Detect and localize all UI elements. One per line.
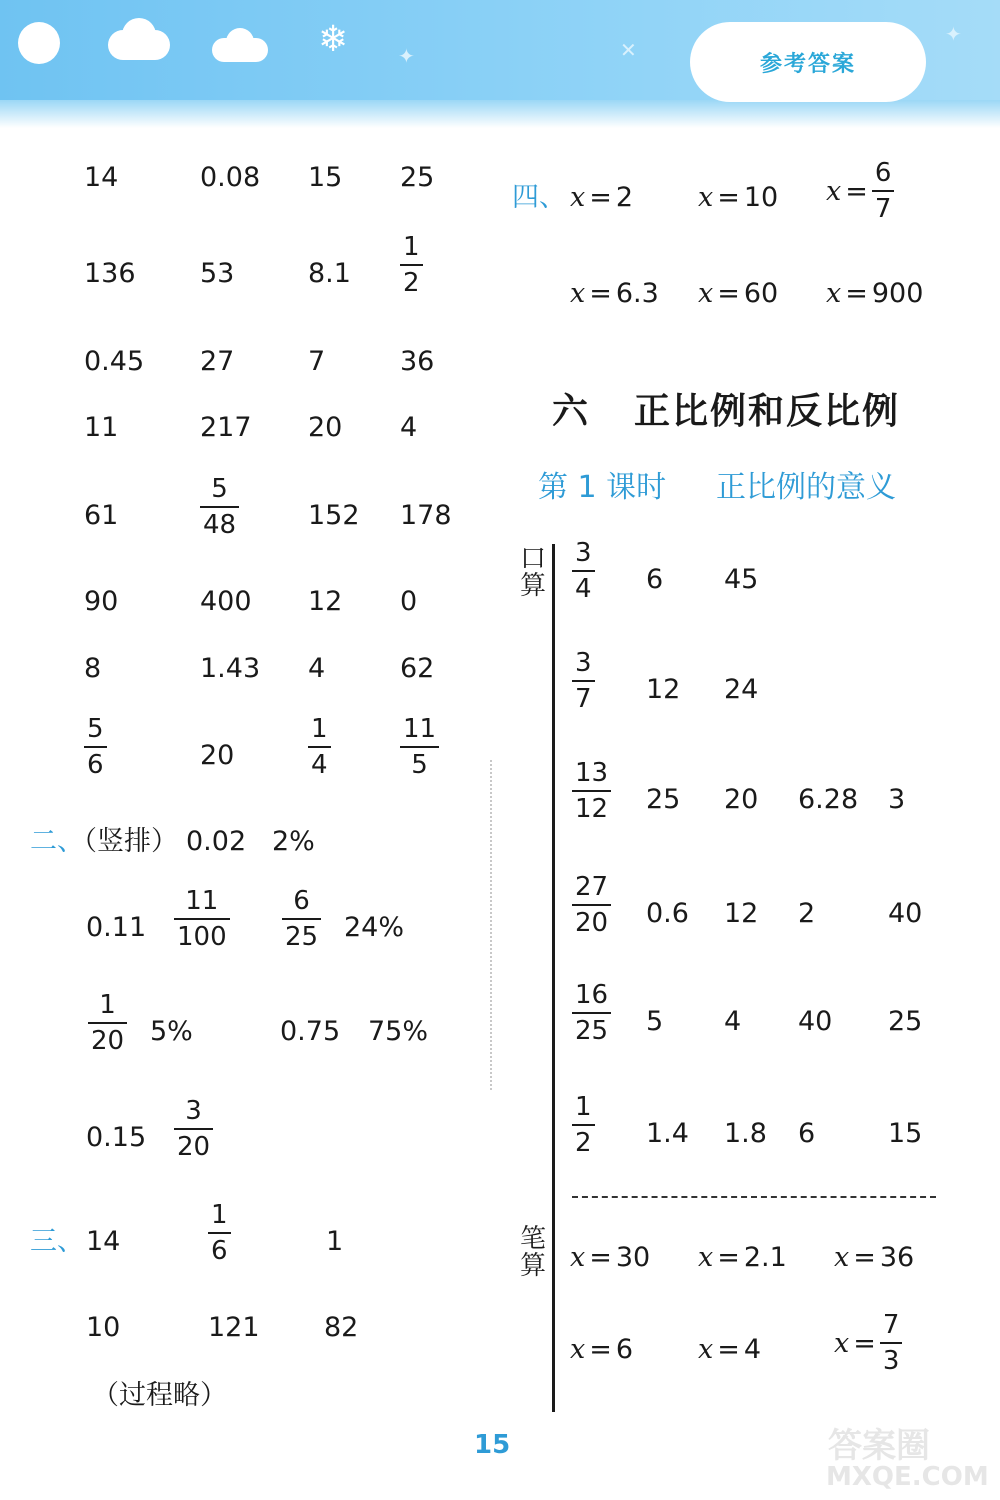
section-2-label: 二、: [30, 826, 84, 857]
fraction-answer: [872, 160, 895, 222]
sun-icon: [18, 22, 60, 64]
answer-value: 1.4: [646, 1118, 689, 1149]
answer-value: 217: [200, 412, 252, 443]
fraction-denominator: 4: [311, 750, 328, 780]
fraction-denominator: 20: [177, 1132, 211, 1162]
fraction-denominator: 2: [575, 1128, 592, 1158]
variable-x: x: [826, 175, 842, 207]
equals-sign: =: [717, 1242, 740, 1273]
answer-value: 53: [200, 258, 235, 289]
fraction-answer: [880, 1312, 903, 1374]
snowflake-icon: ❄: [318, 19, 349, 60]
equation-value: 6: [615, 1334, 634, 1365]
cloud-icon: [226, 28, 254, 56]
equation-answer: [826, 160, 894, 222]
answer-key-badge: [690, 22, 926, 102]
header-banner-fade: [0, 100, 1000, 128]
equation-value: 2: [615, 182, 634, 213]
answer-value: 25: [400, 162, 435, 193]
answer-value: 0.15: [86, 1122, 147, 1153]
fraction-numerator: 1: [211, 1200, 228, 1230]
answer-value: 178: [400, 500, 452, 531]
equals-sign: =: [589, 1334, 612, 1365]
chapter-number: 六: [552, 391, 591, 432]
answer-value: 0.11: [86, 912, 147, 943]
written-calc-label: [518, 1226, 548, 1281]
equation-value: 900: [871, 278, 924, 309]
answer-value: 10: [86, 1312, 121, 1343]
answer-value: 0: [400, 586, 418, 617]
fraction-answer: [572, 540, 595, 602]
answer-value: 25: [888, 1006, 923, 1037]
fraction-numerator: 1: [403, 232, 420, 262]
lesson-number: 第 1 课时: [538, 470, 667, 505]
answer-value: 62: [400, 653, 435, 684]
fraction-answer: [174, 888, 230, 950]
variable-x: x: [826, 278, 842, 309]
fraction-answer: [174, 1098, 213, 1160]
watermark-site: MXQE.COM: [826, 1462, 989, 1492]
equals-sign: =: [845, 175, 868, 207]
answer-value: 0.08: [200, 162, 261, 193]
answer-key-label: 参考答案: [759, 51, 856, 77]
fraction-denominator: 5: [411, 750, 428, 780]
fraction-denominator: 48: [203, 510, 237, 540]
fraction-denominator: 20: [91, 1026, 125, 1056]
fraction-numerator: 7: [882, 1310, 900, 1340]
answer-value: 24: [724, 674, 759, 705]
variable-x: x: [834, 1327, 850, 1359]
equation-answer: [834, 1312, 902, 1374]
fraction-answer: [208, 1202, 231, 1264]
bracket-line: [552, 544, 555, 1412]
answer-value: 0.02: [186, 826, 247, 857]
sparkle-icon: ✕: [620, 38, 637, 62]
fraction-numerator: 1: [311, 714, 328, 744]
equation-answer: [698, 1244, 787, 1271]
equation-answer: [570, 1244, 650, 1271]
answer-value: 4: [400, 412, 418, 443]
answer-value: 82: [324, 1312, 359, 1343]
equation-value: 60: [743, 278, 779, 309]
answer-value: 40: [888, 898, 923, 929]
answer-value: 75%: [368, 1016, 429, 1047]
fraction-answer: [572, 650, 595, 712]
lesson-title: 正比例的意义: [716, 470, 896, 505]
variable-x: x: [570, 278, 586, 309]
equals-sign: =: [589, 1242, 612, 1273]
watermark-logo: 答案圈: [828, 1426, 930, 1466]
answer-value: 24%: [344, 912, 405, 943]
variable-x: x: [570, 1242, 586, 1273]
answer-value: 40: [798, 1006, 833, 1037]
answer-value: 8: [84, 653, 102, 684]
equals-sign: =: [845, 278, 868, 309]
answer-value: 4: [308, 653, 326, 684]
equation-answer: [834, 1244, 914, 1271]
fraction-denominator: 7: [874, 194, 892, 224]
equals-sign: =: [589, 278, 612, 309]
fraction-numerator: 1: [575, 1092, 592, 1122]
equation-answer: [570, 1336, 633, 1363]
sparkle-icon: ✦: [945, 22, 962, 46]
answer-value: 4: [724, 1006, 742, 1037]
fraction-denominator: 20: [575, 908, 609, 938]
equation-answer: [698, 280, 778, 307]
answer-value: 121: [208, 1312, 260, 1343]
fraction-numerator: 3: [185, 1096, 202, 1126]
equation-answer: [698, 1336, 761, 1363]
answer-value: 1.8: [724, 1118, 767, 1149]
fraction-answer: [308, 716, 331, 778]
equation-answer: [570, 184, 633, 211]
equals-sign: =: [853, 1327, 876, 1359]
variable-x: x: [570, 182, 586, 213]
equation-answer: [570, 280, 659, 307]
equation-value: 10: [743, 182, 779, 213]
oral-calc-label-text: 口算: [519, 544, 546, 602]
answer-value: 2%: [272, 826, 315, 857]
equation-answer: [826, 280, 923, 307]
answer-value: 15: [308, 162, 343, 193]
fraction-denominator: 100: [177, 922, 227, 952]
answer-value: 25: [646, 784, 681, 815]
answer-value: 90: [84, 586, 119, 617]
fraction-denominator: 25: [575, 1016, 609, 1046]
answer-value: 12: [308, 586, 343, 617]
fraction-numerator: 11: [185, 886, 219, 916]
fraction-numerator: 16: [575, 980, 609, 1010]
answer-value: 61: [84, 500, 119, 531]
fraction-answer: [88, 992, 127, 1054]
fraction-answer: [282, 888, 321, 950]
fraction-denominator: 6: [87, 750, 104, 780]
fraction-numerator: 11: [403, 714, 437, 744]
fraction-answer: [200, 476, 239, 538]
fraction-answer: [572, 874, 611, 936]
answer-value: 5%: [150, 1016, 193, 1047]
section-2-note: （竖排）: [70, 826, 178, 857]
answer-value: 45: [724, 564, 759, 595]
fraction-answer: [84, 716, 107, 778]
equals-sign: =: [853, 1242, 876, 1273]
center-fold-line: [490, 760, 492, 1090]
answer-value: 3: [888, 784, 906, 815]
answer-value: 36: [400, 346, 435, 377]
answer-value: 136: [84, 258, 136, 289]
fraction-numerator: 3: [575, 648, 592, 678]
fraction-denominator: 25: [285, 922, 319, 952]
variable-x: x: [698, 278, 714, 309]
equation-answer: [698, 184, 778, 211]
fraction-denominator: 4: [575, 574, 592, 604]
equals-sign: =: [717, 182, 740, 213]
fraction-answer: [400, 234, 423, 296]
fraction-numerator: 6: [874, 158, 892, 188]
answer-value: 5: [646, 1006, 664, 1037]
answer-value: 8.1: [308, 258, 351, 289]
section-4-label: 四、: [512, 182, 566, 213]
answer-value: 20: [724, 784, 759, 815]
fraction-numerator: 1: [99, 990, 116, 1020]
equation-value: 30: [615, 1242, 651, 1273]
answer-value: 14: [84, 162, 119, 193]
variable-x: x: [698, 182, 714, 213]
answer-value: 6: [646, 564, 664, 595]
answer-value: 1.43: [200, 653, 261, 684]
equation-value: 2.1: [743, 1242, 787, 1273]
fraction-numerator: 3: [575, 538, 592, 568]
fraction-denominator: 2: [403, 268, 420, 298]
answer-value: 14: [86, 1226, 121, 1257]
equals-sign: =: [589, 182, 612, 213]
answer-value: 6: [798, 1118, 816, 1149]
answer-value: 152: [308, 500, 360, 531]
equals-sign: =: [717, 1334, 740, 1365]
fraction-answer: [572, 982, 611, 1044]
answer-value: 12: [724, 898, 759, 929]
sparkle-icon: ✦: [398, 44, 415, 68]
variable-x: x: [698, 1242, 714, 1273]
equation-value: 4: [743, 1334, 762, 1365]
fraction-denominator: 7: [575, 684, 592, 714]
variable-x: x: [698, 1334, 714, 1365]
fraction-denominator: 12: [575, 794, 609, 824]
page-number: 15: [474, 1430, 511, 1460]
answer-value: 400: [200, 586, 252, 617]
answer-value: 11: [84, 412, 119, 443]
fraction-numerator: 6: [293, 886, 310, 916]
equation-value: 6.3: [615, 278, 659, 309]
fraction-denominator: 6: [211, 1236, 228, 1266]
fraction-numerator: 13: [575, 758, 609, 788]
answer-value: 20: [308, 412, 343, 443]
answer-value: 1: [326, 1226, 344, 1257]
answer-value: 27: [200, 346, 235, 377]
fraction-answer: [572, 760, 611, 822]
variable-x: x: [570, 1334, 586, 1365]
fraction-numerator: 5: [211, 474, 228, 504]
section-3-label: 三、: [30, 1226, 84, 1257]
answer-value: 2: [798, 898, 816, 929]
chapter-title: 正比例和反比例: [634, 391, 901, 432]
answer-value: 20: [200, 740, 235, 771]
section-3-note: （过程略）: [92, 1380, 227, 1411]
answer-value: 7: [308, 346, 326, 377]
answer-value: 6.28: [798, 784, 859, 815]
written-calc-label-text: 笔算: [519, 1224, 546, 1282]
equation-value: 36: [879, 1242, 915, 1273]
section-divider: [572, 1196, 936, 1198]
answer-value: 0.6: [646, 898, 689, 929]
oral-calc-label: [518, 546, 548, 601]
answer-value: 0.75: [280, 1016, 341, 1047]
cloud-icon: [122, 18, 156, 52]
answer-value: 0.45: [84, 346, 145, 377]
equals-sign: =: [717, 278, 740, 309]
answer-value: 12: [646, 674, 681, 705]
fraction-numerator: 27: [575, 872, 609, 902]
variable-x: x: [834, 1242, 850, 1273]
answer-value: 15: [888, 1118, 923, 1149]
fraction-answer: [572, 1094, 595, 1156]
fraction-denominator: 3: [882, 1346, 900, 1376]
fraction-numerator: 5: [87, 714, 104, 744]
fraction-answer: [400, 716, 439, 778]
